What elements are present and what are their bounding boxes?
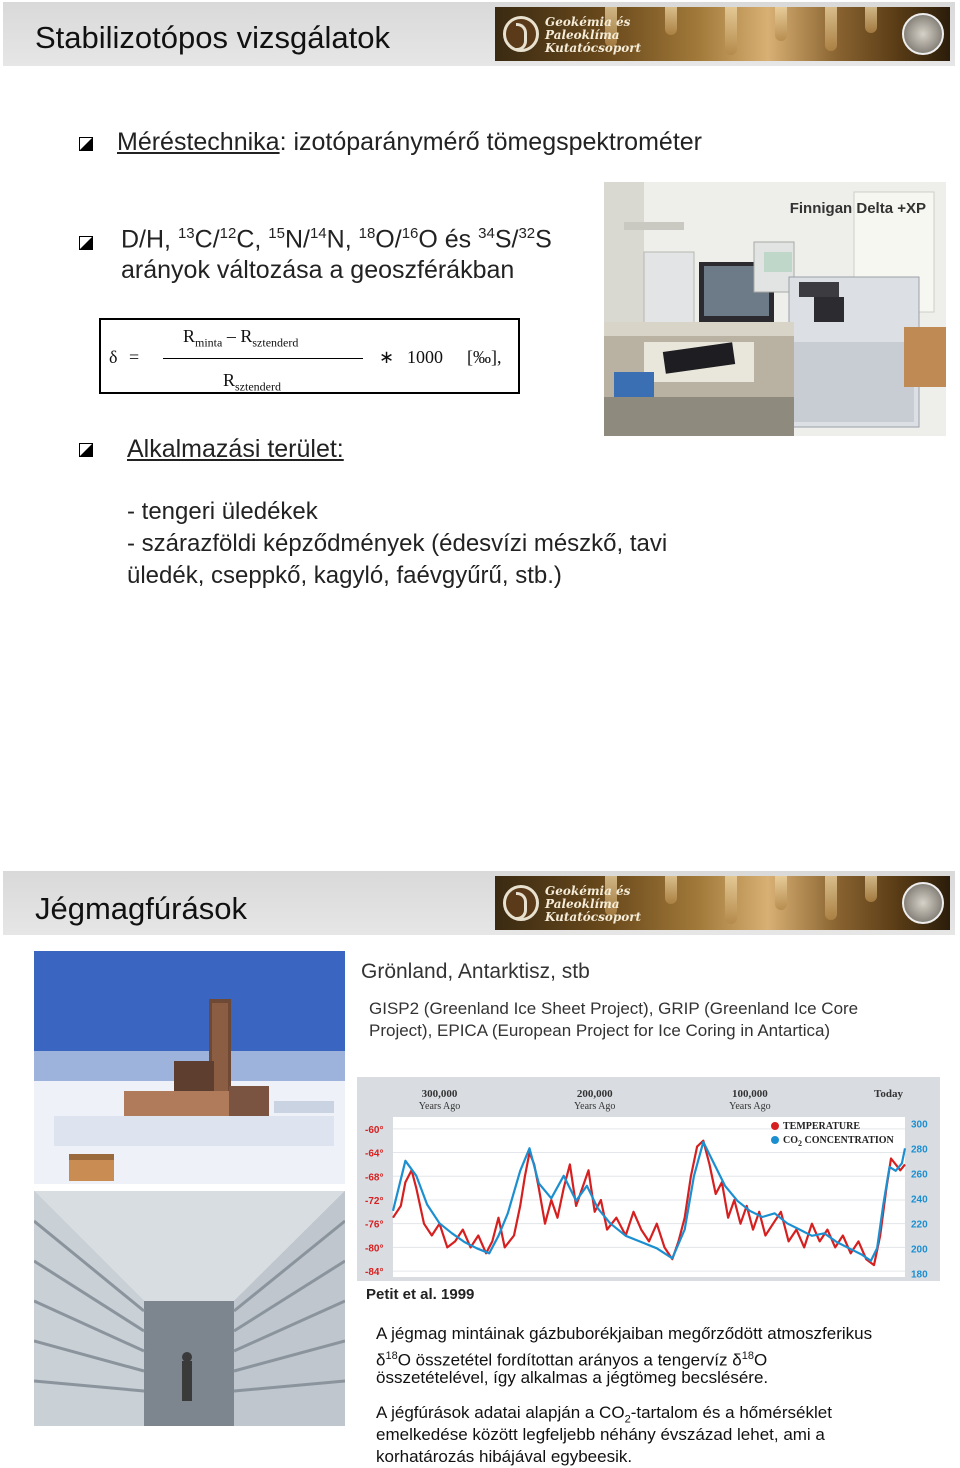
lab-illustration	[604, 182, 946, 436]
university-seal-icon	[902, 882, 944, 924]
logo-line2: Paleoklíma	[545, 897, 620, 911]
formula-times: ∗	[379, 347, 395, 367]
time-label-sub: Years Ago	[418, 1101, 461, 1112]
vostok-climate-chart	[357, 1077, 940, 1281]
paragraph2-line2: emelkedése között legfeljebb néhány évszázad lehet, ami a	[376, 1425, 825, 1444]
isotope-ratios-line: D/H, $^{13}$C/$^{12}$C, $^{15}$N/$^{14}$N, $^{18}$O/$^{16}$O és $^{34}$S/$^{32}$S	[121, 225, 552, 254]
y-left-tick-label: -76°	[365, 1219, 384, 1231]
paragraph1-line3: összetételével, így alkalmas a jégtömeg becslésére.	[376, 1368, 769, 1387]
research-group-logo	[495, 876, 950, 930]
logo-line1: Geokémia és	[545, 884, 631, 898]
measurement-technique-line	[117, 128, 702, 157]
formula-equals: =	[129, 347, 140, 367]
chart-svg	[357, 1077, 940, 1281]
bullet-square-icon	[79, 236, 93, 250]
logo-emblem-icon	[503, 16, 539, 52]
mass-spectrometer-photo	[604, 182, 946, 436]
application-item: üledék, cseppkő, kagyló, faévgyűrű, stb.)	[127, 562, 562, 589]
measurement-technique-text: : izotóparánymérő tömegspektrométer	[279, 128, 702, 156]
application-item: - szárazföldi képződmények (édesvízi mészkő, tavi	[127, 530, 668, 557]
slide2-title: Jégmagfúrások	[35, 891, 247, 926]
y-left-tick-label: -60°	[365, 1124, 384, 1136]
paragraph1-line2: $\delta^{18}O$ összetétel fordítottan arányos a tengervíz $\delta^{18}O$	[376, 1350, 768, 1370]
y-left-tick-label: -68°	[365, 1172, 384, 1184]
paragraph1-line1: A jégmag mintáinak gázbuborékjaiban megőrződött atmoszferikus	[376, 1324, 873, 1343]
y-right-tick-label: 240	[911, 1194, 928, 1206]
y-left-tick-label: -80°	[365, 1243, 384, 1255]
slide2-title-bar	[3, 871, 955, 935]
logo-line3: Kutatócsoport	[545, 41, 642, 55]
formula-delta: δ	[109, 347, 118, 367]
logo-emblem-icon	[503, 885, 539, 921]
time-label: 300,000	[421, 1088, 458, 1100]
photo-caption: Finnigan Delta +XP	[789, 200, 926, 217]
formula-fraction-bar	[163, 358, 363, 359]
y-right-tick-label: 300	[911, 1119, 928, 1131]
paragraph2-line3: korhatározás hibájával egybeesik.	[376, 1447, 633, 1466]
bullet-square-icon	[79, 137, 93, 151]
y-left-tick-label: -84°	[365, 1267, 384, 1279]
projects-line2: Project), EPICA (European Project for Ice Coring in Antartica)	[369, 1021, 831, 1040]
legend-label: $CO_2$ CONCENTRATION	[783, 1135, 894, 1148]
locations-subtitle: Grönland, Antarktisz, stb	[361, 960, 590, 983]
paragraph2-line1: A jégfúrások adatai alapján a $CO_2$-tartalom és a hőmérséklet	[376, 1403, 832, 1426]
ice-core-illustration	[34, 1191, 345, 1426]
measurement-technique-label: Méréstechnika	[117, 128, 280, 156]
y-left-tick-label: -72°	[365, 1195, 384, 1207]
ice-site-illustration	[34, 951, 345, 1184]
y-right-tick-label: 260	[911, 1169, 928, 1181]
time-label: Today	[874, 1088, 903, 1100]
formula-numerator: $R_{minta} - R_{sztenderd}$	[183, 326, 299, 350]
formula-unit: [‰],	[467, 347, 502, 367]
delta-formula-box	[99, 318, 520, 394]
time-label: 200,000	[576, 1088, 613, 1100]
bullet-square-icon	[79, 443, 93, 457]
time-label-sub: Years Ago	[573, 1101, 616, 1112]
time-label-sub: Years Ago	[729, 1101, 771, 1112]
y-left-tick-label: -64°	[365, 1148, 384, 1160]
y-right-tick-label: 200	[911, 1244, 928, 1256]
legend-marker	[771, 1122, 779, 1130]
slide1-title-bar	[3, 2, 955, 66]
university-seal-icon	[902, 13, 944, 55]
logo-line2: Paleoklíma	[545, 28, 620, 42]
logo-line1: Geokémia és	[545, 15, 631, 29]
y-right-tick-label: 180	[911, 1269, 928, 1281]
formula-thousand: 1000	[407, 347, 443, 367]
projects-line1: GISP2 (Greenland Ice Sheet Project), GRIP (Greenland Ice Core	[369, 999, 859, 1018]
time-label: 100,000	[731, 1088, 768, 1100]
formula-denominator: $R_{sztenderd}$	[223, 370, 281, 394]
research-group-logo	[495, 7, 950, 61]
citation: Petit et al. 1999	[366, 1286, 475, 1303]
application-area-heading: Alkalmazási terület:	[127, 435, 344, 463]
y-right-tick-label: 280	[911, 1144, 928, 1156]
isotope-ratios-line2: arányok változása a geoszférákban	[121, 256, 515, 284]
y-right-tick-label: 220	[911, 1219, 928, 1231]
ice-core-storage-photo	[34, 1191, 345, 1426]
slide1-title: Stabilizotópos vizsgálatok	[35, 20, 390, 55]
application-item: - tengeri üledékek	[127, 498, 318, 525]
logo-line3: Kutatócsoport	[545, 910, 642, 924]
legend-marker	[771, 1136, 779, 1144]
ice-drilling-site-photo	[34, 951, 345, 1184]
legend-label: TEMPERATURE	[783, 1121, 861, 1132]
